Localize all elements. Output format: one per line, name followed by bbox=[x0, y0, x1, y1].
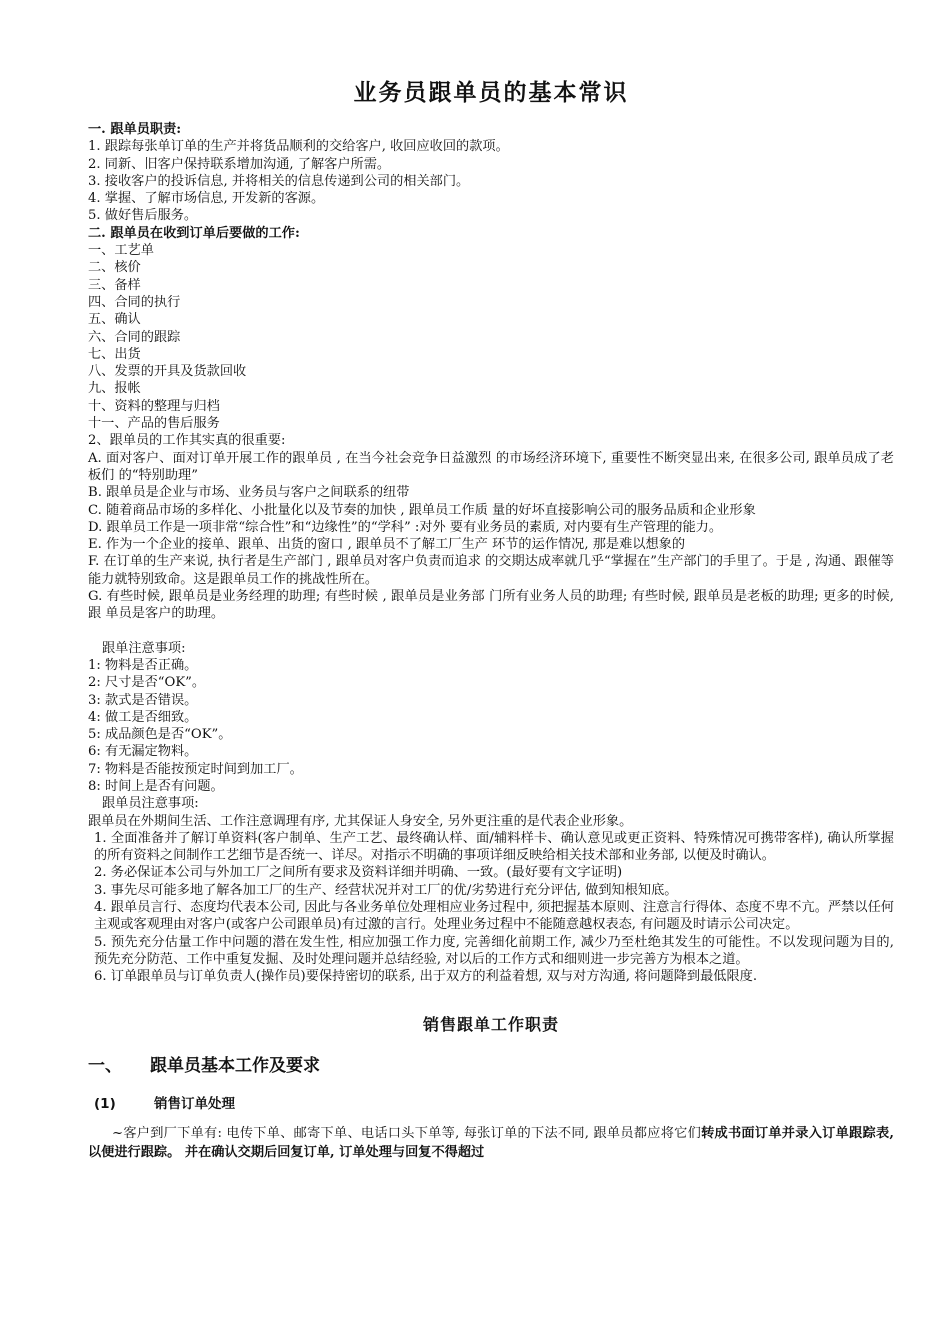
paragraph: C. 随着商品市场的多样化、小批量化以及节奏的加快 , 跟单员工作质 量的好坏直接影响公司的服务品质和企业形象 bbox=[88, 502, 756, 518]
paragraph: G. 有些时候, 跟单员是业务经理的助理; 有些时候 , 跟单员是业务部 门所有业务人员的助理; 有些时候, 跟单员是老板的助理; 更多的时候, 跟 单员是客户的助理。 bbox=[88, 589, 894, 622]
section-heading-text: 跟单员基本工作及要求 bbox=[150, 1055, 320, 1076]
list-item: 7: 物料是否能按预定时间到加工厂。 bbox=[88, 761, 303, 777]
subsection-number: (1) bbox=[94, 1095, 116, 1112]
list-item: 5: 成品颜色是否“OK”。 bbox=[88, 727, 232, 743]
section-heading: 跟单员注意事项: bbox=[102, 796, 199, 812]
document-page bbox=[88, 70, 894, 1162]
list-item: 十、资料的整理与归档 bbox=[88, 398, 220, 414]
section-number: 一、 bbox=[88, 1055, 122, 1076]
paragraph: E. 作为一个企业的接单、跟单、出货的窗口 , 跟单员不了解工厂生产 环节的运作情况, 那是难以想象的 bbox=[88, 537, 686, 553]
page-title: 业务员跟单员的基本常识 bbox=[353, 80, 629, 106]
list-item: 6: 有无漏定物料。 bbox=[88, 744, 198, 760]
section-heading: 跟单注意事项: bbox=[102, 640, 186, 656]
section-title: 销售跟单工作职责 bbox=[422, 1014, 559, 1034]
subsection-heading-text: 销售订单处理 bbox=[154, 1095, 235, 1112]
paragraph: 6. 订单跟单员与订单负责人(操作员)要保持密切的联系, 出于双方的利益着想, 双与对方沟通, 将问题降到最低限度. bbox=[94, 969, 758, 985]
list-item: 4: 做工是否细致。 bbox=[88, 709, 198, 725]
paragraph: 4. 跟单员言行、态度均代表本公司, 因此与各业务单位处理相应业务过程中, 须把握基本原则、注意言行得体、态度不卑不亢。严禁以任何主观或客观理由对客户(或客户公司跟单员)有过激的言行。处理业务过程中不能随意越权表态, 有问题及时请示公司决定。 bbox=[94, 900, 894, 933]
list-item: 2: 尺寸是否“OK”。 bbox=[88, 675, 206, 691]
paragraph: 2. 务必保证本公司与外加工厂之间所有要求及资料详细并明确、一致。(最好要有文字证明) bbox=[94, 865, 623, 881]
list-item: 3: 款式是否错误。 bbox=[88, 692, 198, 708]
list-item: 4. 掌握、了解市场信息, 开发新的客源。 bbox=[88, 191, 325, 207]
list-item: 八、发票的开具及货款回收 bbox=[88, 364, 247, 380]
section-heading: 一. 跟单员职责: bbox=[88, 122, 182, 137]
paragraph: 5. 预先充分估量工作中问题的潜在发生性, 相应加强工作力度, 完善细化前期工作, 减少乃至杜绝其发生的可能性。不以发现问题为目的, 预先充分防范、工作中重复发掘、及时处理问题并总结经验, 对以后的工作方式和细则进一步完善方为根本之道。 bbox=[94, 934, 894, 967]
paragraph-bold-text: 转成书面订单并录入订单跟踪表, 以便进行跟踪。 并在确认交期后回复订单, 订单处理与回复不得超过 bbox=[88, 1125, 895, 1160]
list-item: 九、报帐 bbox=[88, 381, 141, 397]
paragraph: 跟单员在外期间生活、工作注意调理有序, 尤其保证人身安全, 另外更注重的是代表企业形象。 bbox=[88, 813, 633, 829]
paragraph-text: ~客户到厂下单有: 电传下单、邮寄下单、电话口头下单等, 每张订单的下法不同, 跟单员都应将它们 bbox=[112, 1125, 702, 1141]
list-item: 1: 物料是否正确。 bbox=[88, 657, 198, 673]
paragraph: B. 跟单员是企业与市场、业务员与客户之间联系的纽带 bbox=[88, 485, 410, 501]
list-item: 3. 接收客户的投诉信息, 并将相关的信息传递到公司的相关部门。 bbox=[88, 173, 470, 189]
section-heading bbox=[88, 1051, 894, 1076]
list-item: 二、核价 bbox=[88, 260, 141, 276]
list-item: 5. 做好售后服务。 bbox=[88, 208, 198, 224]
list-item: 1. 跟踪每张单订单的生产并将货品顺利的交给客户, 收回应收回的款项。 bbox=[88, 139, 509, 155]
paragraph: A. 面对客户、面对订单开展工作的跟单员 , 在当今社会竞争日益激烈 的市场经济环境下, 重要性不断突显出来, 在很多公司, 跟单员成了老板们 的“特别助理” bbox=[88, 450, 894, 483]
list-item: 三、备样 bbox=[88, 277, 141, 293]
list-item: 2. 同新、旧客户保持联系增加沟通, 了解客户所需。 bbox=[88, 156, 391, 172]
section-heading: 二. 跟单员在收到订单后要做的工作: bbox=[88, 225, 300, 241]
list-item: 六、合同的跟踪 bbox=[88, 329, 181, 345]
list-item: 十一、产品的售后服务 bbox=[88, 416, 220, 432]
paragraph: D. 跟单员工作是一项非常“综合性”和“边缘性”的“学科” :对外 要有业务员的素质, 对内要有生产管理的能力。 bbox=[88, 519, 723, 535]
paragraph: 1. 全面准备并了解订单资料(客户制单、生产工艺、最终确认样、面/辅料样卡、确认意见或更正资料、特殊情况可携带客样), 确认所掌握的所有资料之间制作工艺细节是否统一、详尽。对指示不明确的事项详细反映给相关技术部和业务部, 以便及时确认。 bbox=[94, 830, 894, 864]
subsection-heading bbox=[94, 1092, 894, 1112]
list-item: 七、出货 bbox=[88, 346, 141, 362]
paragraph: F. 在订单的生产来说, 执行者是生产部门 , 跟单员对客户负责而追求 的交期达成率就几乎“掌握在”生产部门的手里了。于是 , 沟通、跟催等 能力就特别致命。这是跟单员工作的挑战性所在。 bbox=[88, 554, 894, 587]
list-item: 五、确认 bbox=[88, 312, 141, 328]
paragraph bbox=[88, 1124, 894, 1162]
list-item: 一、工艺单 bbox=[88, 243, 154, 259]
paragraph: 3. 事先尽可能多地了解各加工厂的生产、经营状况并对工厂的优/劣势进行充分评估, 做到知根知底。 bbox=[94, 882, 678, 898]
list-item: 8: 时间上是否有问题。 bbox=[88, 778, 224, 794]
section-heading: 2、跟单员的工作其实真的很重要: bbox=[88, 433, 286, 449]
list-item: 四、合同的执行 bbox=[88, 294, 181, 310]
